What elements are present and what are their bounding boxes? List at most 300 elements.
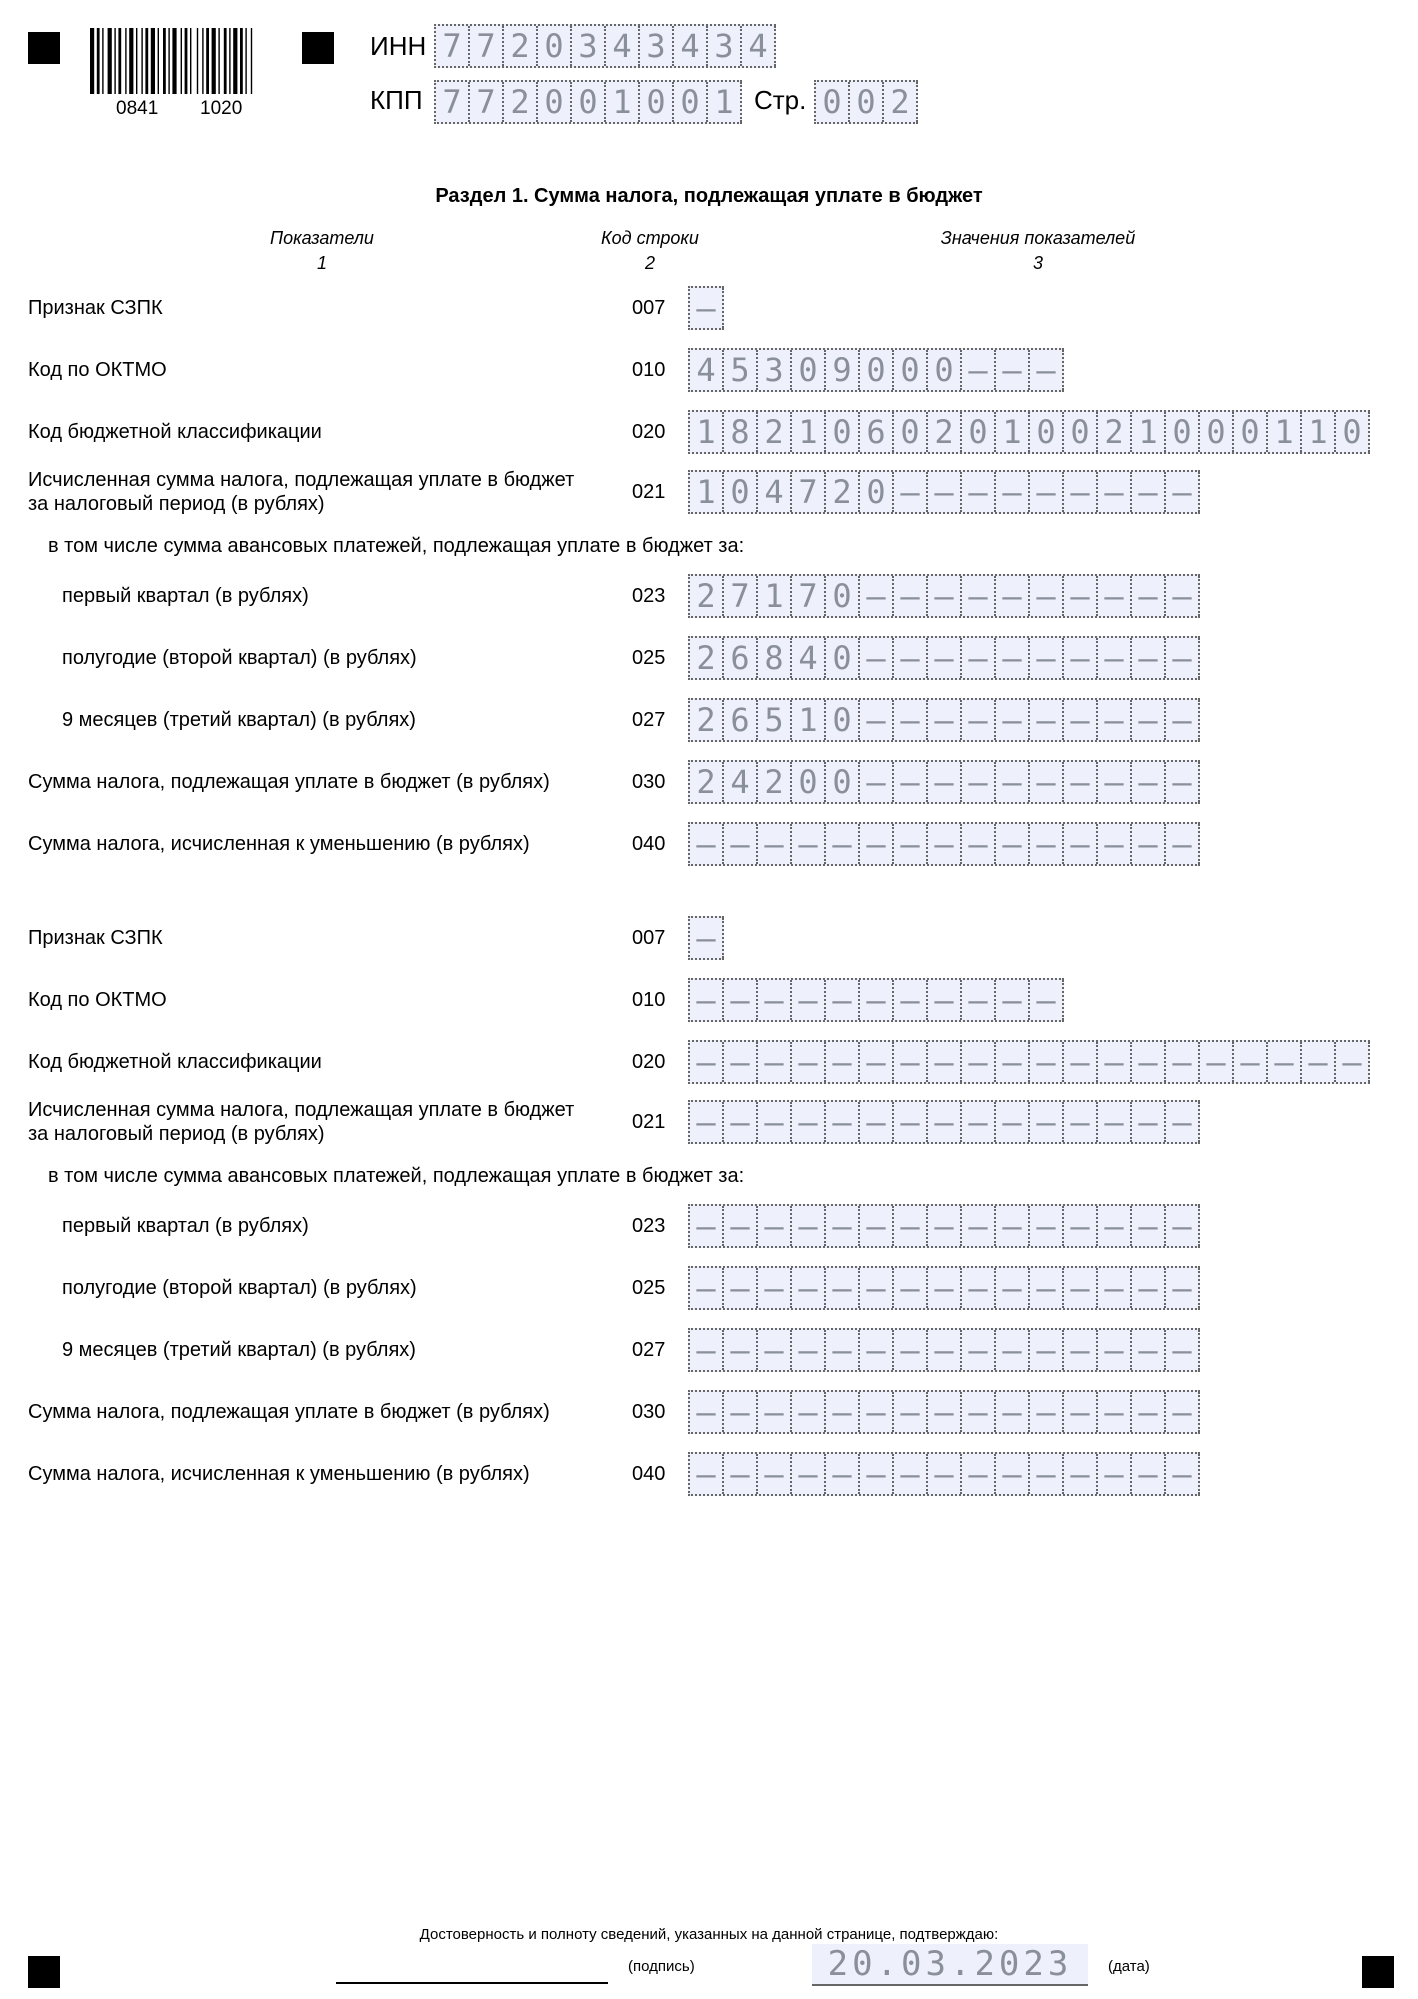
corner-marker-top-right	[302, 32, 334, 64]
char-cell: 9	[826, 350, 860, 390]
char-cell: –	[690, 1102, 724, 1142]
char-cell: 1	[708, 82, 742, 122]
char-cell: –	[724, 1102, 758, 1142]
char-cell: –	[996, 700, 1030, 740]
row-label-line: Код по ОКТМО	[28, 989, 167, 1011]
char-cell: 7	[792, 472, 826, 512]
char-cell: 6	[724, 638, 758, 678]
line-code: 021	[632, 1111, 666, 1133]
row-label-line: Сумма налога, исчисленная к уменьшению (в рублях)	[28, 833, 530, 855]
char-cell: 0	[894, 412, 928, 452]
char-cell: –	[690, 1042, 724, 1082]
char-cell: –	[792, 980, 826, 1020]
char-cell: 1	[1302, 412, 1336, 452]
char-cell: 7	[470, 26, 504, 66]
char-cell: –	[826, 1330, 860, 1370]
char-cell: –	[962, 824, 996, 864]
page-number-field[interactable]	[814, 80, 918, 124]
row-label-line: Сумма налога, подлежащая уплате в бюджет (в рублях)	[28, 771, 550, 793]
char-cell: –	[690, 824, 724, 864]
char-cell: –	[724, 1454, 758, 1494]
row-label	[48, 1164, 744, 1188]
char-cell: 4	[690, 350, 724, 390]
char-cell: –	[758, 1206, 792, 1246]
char-cell: –	[962, 762, 996, 802]
signature-line[interactable]	[336, 1982, 608, 1984]
line-code: 020	[632, 421, 666, 443]
char-cell: 0	[640, 82, 674, 122]
row-label-line: полугодие (второй квартал) (в рублях)	[62, 1277, 417, 1299]
char-cell: 2	[758, 762, 792, 802]
char-cell: 0	[962, 412, 996, 452]
row-label-line: Исчисленная сумма налога, подлежащая уплате в бюджет	[28, 1099, 575, 1121]
char-cell: –	[724, 1392, 758, 1432]
char-cell: –	[1030, 1268, 1064, 1308]
char-cell: –	[826, 1206, 860, 1246]
corner-marker-bottom-right	[1362, 1956, 1394, 1988]
barcode-bar	[206, 28, 209, 94]
char-cell: –	[1132, 1330, 1166, 1370]
char-cell: –	[826, 1268, 860, 1308]
barcode-bar	[218, 28, 219, 94]
char-cell: 1	[690, 412, 724, 452]
row-label-line: Сумма налога, исчисленная к уменьшению (в рублях)	[28, 1463, 530, 1485]
char-cell: 0	[1166, 412, 1200, 452]
char-cell: –	[690, 1206, 724, 1246]
row-label	[62, 708, 416, 732]
char-cell: –	[1030, 576, 1064, 616]
char-cell: –	[860, 700, 894, 740]
char-cell: –	[894, 576, 928, 616]
char-cell: –	[1064, 1454, 1098, 1494]
char-cell: –	[962, 1392, 996, 1432]
char-cell: –	[928, 762, 962, 802]
char-cell: –	[860, 1330, 894, 1370]
char-cell: –	[860, 762, 894, 802]
char-cell: –	[1098, 638, 1132, 678]
char-cell: –	[1030, 1042, 1064, 1082]
char-cell: –	[690, 288, 724, 328]
char-cell: –	[1166, 1330, 1200, 1370]
row-label-line: Признак СЗПК	[28, 297, 163, 319]
char-cell: –	[962, 1206, 996, 1246]
line-code: 025	[632, 647, 666, 669]
row-label	[62, 1338, 416, 1362]
char-cell: –	[792, 1102, 826, 1142]
char-cell: –	[996, 638, 1030, 678]
char-cell: –	[1064, 1042, 1098, 1082]
corner-marker-top-left	[28, 32, 60, 64]
char-cell: –	[1030, 472, 1064, 512]
char-cell: –	[690, 1268, 724, 1308]
advance-9-months-field[interactable]	[688, 698, 1200, 742]
row-label-line: 9 месяцев (третий квартал) (в рублях)	[62, 1339, 416, 1361]
char-cell: 3	[708, 26, 742, 66]
char-cell: –	[928, 472, 962, 512]
barcode-bar	[224, 28, 227, 94]
char-cell: 6	[860, 412, 894, 452]
char-cell: –	[1132, 1206, 1166, 1246]
line-code: 023	[632, 585, 666, 607]
char-cell: –	[1064, 1102, 1098, 1142]
char-cell: 3	[572, 26, 606, 66]
advance-9-months-field[interactable]	[688, 1328, 1200, 1372]
char-cell: 6	[724, 700, 758, 740]
line-code: 007	[632, 297, 666, 319]
char-cell: –	[1166, 700, 1200, 740]
szpk-flag-field[interactable]	[688, 286, 724, 330]
char-cell: –	[1166, 1454, 1200, 1494]
barcode-bar	[136, 28, 137, 94]
char-cell: –	[1098, 1392, 1132, 1432]
char-cell: –	[826, 1454, 860, 1494]
char-cell: –	[724, 1330, 758, 1370]
oktmo-code-field[interactable]	[688, 348, 1064, 392]
char-cell: 0	[792, 762, 826, 802]
char-cell: 2	[504, 26, 538, 66]
row-label-line: Исчисленная сумма налога, подлежащая уплате в бюджет	[28, 469, 575, 491]
barcode-bar	[97, 28, 100, 94]
kbk-code-field[interactable]	[688, 1040, 1370, 1084]
char-cell: 0	[860, 350, 894, 390]
char-cell: –	[860, 824, 894, 864]
char-cell: –	[962, 350, 996, 390]
char-cell: –	[894, 1392, 928, 1432]
char-cell: –	[928, 700, 962, 740]
date-field[interactable]: 20.03.2023	[812, 1944, 1088, 1986]
inn-field[interactable]	[434, 24, 776, 68]
char-cell: –	[1064, 638, 1098, 678]
barcode-bar	[233, 28, 237, 94]
char-cell: –	[996, 1102, 1030, 1142]
char-cell: –	[1030, 1102, 1064, 1142]
char-cell: –	[1166, 472, 1200, 512]
char-cell: 4	[606, 26, 640, 66]
char-cell: 5	[758, 700, 792, 740]
char-cell: –	[1030, 824, 1064, 864]
barcode-bar	[145, 28, 148, 94]
char-cell: –	[996, 1206, 1030, 1246]
char-cell: –	[1098, 1330, 1132, 1370]
char-cell: 4	[724, 762, 758, 802]
char-cell: 7	[436, 26, 470, 66]
date-label: (дата)	[1108, 1958, 1150, 1975]
char-cell: –	[996, 824, 1030, 864]
char-cell: 1	[1132, 412, 1166, 452]
char-cell: –	[996, 1330, 1030, 1370]
tax-payable-field[interactable]	[688, 1390, 1200, 1434]
char-cell: –	[758, 1454, 792, 1494]
char-cell: –	[1166, 1102, 1200, 1142]
oktmo-code-field[interactable]	[688, 978, 1064, 1022]
char-cell: –	[826, 1392, 860, 1432]
barcode-bar	[102, 28, 103, 94]
line-code: 007	[632, 927, 666, 949]
char-cell: –	[928, 1102, 962, 1142]
column-header-line-code-label: Код строки	[601, 228, 699, 248]
char-cell: –	[1166, 1206, 1200, 1246]
szpk-flag-field[interactable]	[688, 916, 724, 960]
char-cell: 5	[724, 350, 758, 390]
line-code: 030	[632, 771, 666, 793]
tax-reduction-field[interactable]	[688, 1452, 1200, 1496]
tax-reduction-field[interactable]	[688, 822, 1200, 866]
advance-half-year-field[interactable]	[688, 636, 1200, 680]
column-header-indicators-number: 1	[316, 253, 327, 273]
line-code: 010	[632, 989, 666, 1011]
row-label-line: Сумма налога, подлежащая уплате в бюджет (в рублях)	[28, 1401, 550, 1423]
tax-amount-total-field[interactable]	[688, 1100, 1200, 1144]
char-cell: –	[1064, 824, 1098, 864]
char-cell: –	[792, 1330, 826, 1370]
char-cell: –	[1064, 700, 1098, 740]
char-cell: –	[1132, 472, 1166, 512]
char-cell: –	[1064, 576, 1098, 616]
char-cell: –	[1132, 1268, 1166, 1308]
barcode-bar	[229, 28, 230, 94]
char-cell: –	[928, 980, 962, 1020]
char-cell: –	[996, 576, 1030, 616]
char-cell: –	[928, 824, 962, 864]
line-code: 027	[632, 709, 666, 731]
char-cell: –	[1098, 576, 1132, 616]
barcode	[90, 28, 275, 102]
char-cell: 1	[758, 576, 792, 616]
char-cell: –	[1064, 762, 1098, 802]
char-cell: –	[928, 1042, 962, 1082]
char-cell: 0	[572, 82, 606, 122]
kpp-field[interactable]	[434, 80, 742, 124]
char-cell: 1	[606, 82, 640, 122]
kbk-code-field[interactable]	[688, 410, 1370, 454]
char-cell: –	[1064, 472, 1098, 512]
char-cell: 2	[928, 412, 962, 452]
char-cell: –	[1098, 1454, 1132, 1494]
row-label	[28, 1098, 574, 1146]
char-cell: 0	[816, 82, 850, 122]
char-cell: –	[894, 700, 928, 740]
row-label-line: первый квартал (в рублях)	[62, 1215, 309, 1237]
barcode-bar	[141, 28, 142, 94]
char-cell: –	[758, 824, 792, 864]
barcode-bar	[151, 28, 155, 94]
kpp-label: КПП	[370, 85, 423, 115]
char-cell: –	[1132, 762, 1166, 802]
char-cell: –	[962, 980, 996, 1020]
advance-q1-field[interactable]	[688, 574, 1200, 618]
barcode-bar	[163, 28, 166, 94]
char-cell: –	[894, 1042, 928, 1082]
column-header-values	[888, 228, 1188, 274]
row-label	[28, 770, 550, 794]
char-cell: –	[724, 980, 758, 1020]
char-cell: 7	[436, 82, 470, 122]
char-cell: –	[1030, 638, 1064, 678]
char-cell: –	[1030, 980, 1064, 1020]
char-cell: –	[1166, 576, 1200, 616]
char-cell: –	[1098, 824, 1132, 864]
char-cell: 2	[690, 700, 724, 740]
char-cell: –	[962, 1454, 996, 1494]
char-cell: –	[928, 576, 962, 616]
char-cell: 0	[826, 762, 860, 802]
char-cell: –	[826, 1042, 860, 1082]
tax-amount-total-field[interactable]	[688, 470, 1200, 514]
char-cell: –	[1200, 1042, 1234, 1082]
char-cell: –	[792, 1392, 826, 1432]
char-cell: –	[860, 576, 894, 616]
inn-label: ИНН	[370, 31, 427, 61]
char-cell: –	[758, 1392, 792, 1432]
char-cell: 0	[724, 472, 758, 512]
char-cell: 3	[640, 26, 674, 66]
char-cell: 2	[884, 82, 918, 122]
char-cell: 4	[792, 638, 826, 678]
char-cell: –	[860, 980, 894, 1020]
barcode-bar	[172, 28, 176, 94]
row-label	[62, 584, 309, 608]
row-label-line: 9 месяцев (третий квартал) (в рублях)	[62, 709, 416, 731]
barcode-bar	[129, 28, 133, 94]
char-cell: –	[928, 1330, 962, 1370]
char-cell: –	[894, 824, 928, 864]
char-cell: –	[724, 1268, 758, 1308]
char-cell: –	[1166, 824, 1200, 864]
char-cell: –	[962, 700, 996, 740]
char-cell: –	[962, 1268, 996, 1308]
char-cell: 0	[1030, 412, 1064, 452]
row-label	[28, 832, 530, 856]
barcode-number-right: 1020	[200, 98, 243, 119]
char-cell: –	[792, 1268, 826, 1308]
char-cell: 0	[674, 82, 708, 122]
char-cell: –	[962, 1042, 996, 1082]
char-cell: –	[826, 980, 860, 1020]
row-label	[28, 1462, 530, 1486]
line-code: 027	[632, 1339, 666, 1361]
char-cell: –	[1132, 700, 1166, 740]
barcode-bar	[181, 28, 182, 94]
row-label-line: Код по ОКТМО	[28, 359, 167, 381]
char-cell: 4	[758, 472, 792, 512]
char-cell: 1	[690, 472, 724, 512]
char-cell: –	[1030, 762, 1064, 802]
char-cell: –	[1234, 1042, 1268, 1082]
char-cell: –	[1132, 576, 1166, 616]
char-cell: –	[928, 1206, 962, 1246]
char-cell: 0	[850, 82, 884, 122]
char-cell: –	[1030, 350, 1064, 390]
char-cell: 0	[894, 350, 928, 390]
confirmation-note: Достоверность и полноту сведений, указанных на данной странице, подтверждаю:	[419, 1926, 999, 1943]
char-cell: –	[792, 824, 826, 864]
line-code: 020	[632, 1051, 666, 1073]
row-label	[28, 1050, 322, 1074]
char-cell: 1	[1268, 412, 1302, 452]
column-header-indicators	[222, 228, 422, 274]
char-cell: –	[996, 1392, 1030, 1432]
char-cell: –	[962, 472, 996, 512]
char-cell: –	[1030, 1330, 1064, 1370]
signature-label: (подпись)	[628, 1958, 695, 1975]
char-cell: –	[1064, 1268, 1098, 1308]
row-label	[28, 1400, 550, 1424]
char-cell: –	[860, 1454, 894, 1494]
barcode-bar	[90, 28, 94, 94]
char-cell: –	[894, 1102, 928, 1142]
char-cell: –	[996, 1042, 1030, 1082]
column-header-values-label: Значения показателей	[940, 228, 1136, 248]
char-cell: –	[1132, 638, 1166, 678]
char-cell: 7	[470, 82, 504, 122]
char-cell: 1	[792, 700, 826, 740]
char-cell: –	[996, 1268, 1030, 1308]
char-cell: –	[860, 1042, 894, 1082]
advance-half-year-field[interactable]	[688, 1266, 1200, 1310]
barcode-bar	[108, 28, 112, 94]
row-label	[28, 988, 167, 1012]
char-cell: –	[1064, 1392, 1098, 1432]
char-cell: –	[996, 350, 1030, 390]
char-cell: –	[1336, 1042, 1370, 1082]
char-cell: –	[690, 1454, 724, 1494]
char-cell: –	[928, 638, 962, 678]
char-cell: –	[1302, 1042, 1336, 1082]
char-cell: –	[1166, 1392, 1200, 1432]
char-cell: –	[1030, 1454, 1064, 1494]
column-header-values-number: 3	[1032, 253, 1043, 273]
char-cell: –	[792, 1454, 826, 1494]
barcode-bar	[251, 28, 252, 94]
char-cell: –	[894, 1330, 928, 1370]
row-label	[28, 926, 163, 950]
barcode-bar	[240, 28, 243, 94]
char-cell: –	[860, 1392, 894, 1432]
char-cell: –	[962, 576, 996, 616]
char-cell: –	[792, 1042, 826, 1082]
char-cell: 2	[504, 82, 538, 122]
row-label	[62, 1276, 417, 1300]
char-cell: –	[1166, 762, 1200, 802]
char-cell: –	[860, 1268, 894, 1308]
char-cell: 2	[690, 762, 724, 802]
char-cell: –	[1166, 638, 1200, 678]
char-cell: –	[1030, 700, 1064, 740]
line-code: 023	[632, 1215, 666, 1237]
barcode-bar	[212, 28, 216, 94]
row-label-line: в том числе сумма авансовых платежей, подлежащая уплате в бюджет за:	[48, 1165, 745, 1187]
char-cell: –	[1098, 472, 1132, 512]
char-cell: –	[928, 1392, 962, 1432]
barcode-bar	[125, 28, 126, 94]
char-cell: –	[928, 1454, 962, 1494]
row-label-line: Признак СЗПК	[28, 927, 163, 949]
char-cell: 4	[674, 26, 708, 66]
char-cell: –	[724, 824, 758, 864]
char-cell: 1	[792, 412, 826, 452]
char-cell: –	[962, 1102, 996, 1142]
row-label	[62, 1214, 309, 1238]
char-cell: –	[1098, 1102, 1132, 1142]
tax-payable-field[interactable]	[688, 760, 1200, 804]
char-cell: 7	[792, 576, 826, 616]
char-cell: 8	[758, 638, 792, 678]
char-cell: 0	[538, 82, 572, 122]
row-label	[48, 534, 744, 558]
advance-q1-field[interactable]	[688, 1204, 1200, 1248]
char-cell: 2	[826, 472, 860, 512]
char-cell: 0	[928, 350, 962, 390]
